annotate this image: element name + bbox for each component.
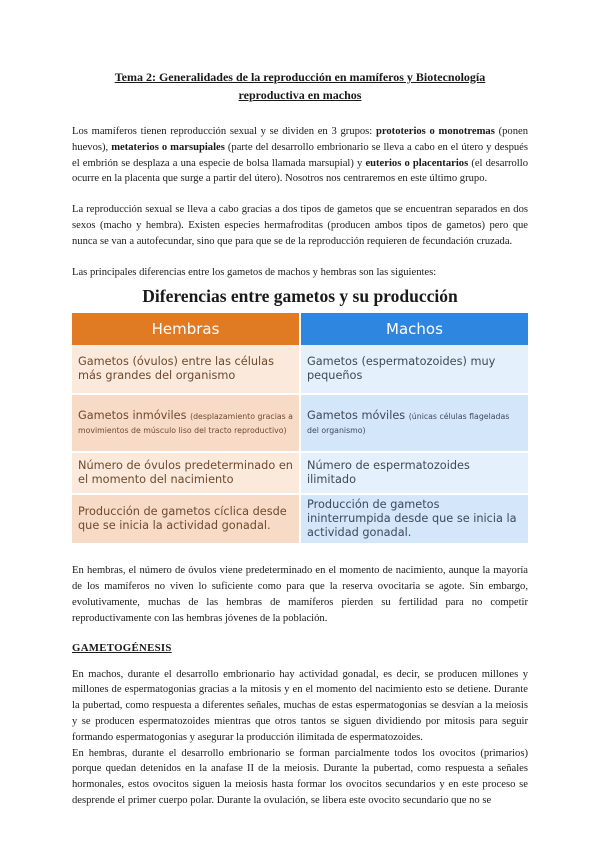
- cell-hembras-number: Número de óvulos predeterminado en el momento del nacimiento: [72, 452, 300, 494]
- cell-hembras-size: Gametos (óvulos) entre las células más grandes del organismo: [72, 345, 300, 394]
- p1-term-prototerios: prototerios o monotremas: [375, 126, 495, 137]
- p1-text-c: (ponen huevos),: [72, 126, 528, 153]
- section-heading-gametogenesis: GAMETOGÉNESIS: [72, 641, 172, 654]
- header-machos: Machos: [300, 313, 528, 345]
- differences-table: [72, 313, 528, 545]
- cell-machos-motility-main: Gametos móviles: [307, 409, 409, 423]
- cell-machos-size: Gametos (espermatozoides) muy pequeños: [300, 345, 528, 394]
- paragraph-sexual-reproduction: La reproducción sexual se lleva a cabo gracias a dos tipos de gametos que se encuentran separados en dos sexos (macho y hembra). Existen especies hermafroditas (producen ambos tipos de gametos) pero que nunca se van a autofecundar, sino que para que se de la reproducción requieren de fecundación cruzada.: [72, 204, 528, 247]
- cell-machos-motility-note: (únicas células flageladas del organismo): [307, 412, 510, 436]
- paragraph-groups: [72, 124, 528, 187]
- table-title: Diferencias entre gametos y su producción: [142, 286, 458, 307]
- cell-hembras-motility-main: Gametos inmóviles: [78, 409, 191, 423]
- paragraph-differences-intro: Las principales diferencias entre los gametos de machos y hembras son las siguientes:: [72, 266, 437, 278]
- cell-machos-production: Producción de gametos ininterrumpida desde que se inicia la actividad gonadal.: [300, 494, 528, 544]
- cell-machos-number: Número de espermatozoides ilimitado: [300, 452, 528, 494]
- title-line-2: reproductiva en machos: [238, 88, 362, 102]
- cell-machos-motility: [300, 394, 528, 452]
- cell-hembras-motility: [72, 394, 300, 452]
- p1-text-g: (el desarrollo ocurre en la placenta que surge a partir del útero). Nosotros nos centraremos en este último grupo.: [72, 157, 528, 185]
- p1-term-metaterios: metaterios o marsupiales: [111, 141, 225, 153]
- cell-hembras-motility-note: (desplazamiento gracias a movimientos de músculo liso del tracto reproductivo): [78, 412, 293, 436]
- header-hembras: Hembras: [72, 313, 300, 345]
- title-line-1: Tema 2: Generalidades de la reproducción en mamíferos y Biotecnología: [114, 70, 486, 84]
- paragraph-female-reserve: En hembras, el número de óvulos viene predeterminado en el momento de nacimiento, aunque la mayoría de los mamíferos no viven lo suficiente como para que la reserva ovocitaria se agote. Sin embargo, evolutivamente, muchas de las hembras de mamíferos pierden su fertilidad para no competir reproductivamente con las hembras jóvenes de la población.: [72, 565, 528, 624]
- p1-text-e: (parte del desarrollo embrionario se lleva a cabo en el útero y después el embrión se desplaza a una especie de bolsa llamada marsupial) y: [72, 141, 528, 169]
- document-page: [72, 68, 528, 809]
- document-title: [72, 68, 528, 104]
- paragraph-females-gametogenesis: En hembras, durante el desarrollo embrionario se forman parcialmente todos los ovocitos (primarios) porque quedan detenidos en la anafase II de la meiosis. Durante la pubertad, como respuesta a señales hormonales, estos ovocitos siguen la meiosis hasta formar los ovocitos secundarios y en este proceso se desprende el primer cuerpo polar. Durante la ovulación, se libera este ovocito secundario que no se: [72, 747, 528, 806]
- paragraph-males-gametogenesis: En machos, durante el desarrollo embrionario hay actividad gonadal, es decir, se producen millones y millones de espermatogonias gracias a la mitosis y en el momento del nacimiento esto se detiene. Durante la pubertad, como respuesta a diferentes señales, muchas de estas espermatogonias se desvían a la meiosis y se producen espermatozoides mientras que otros tantos se siguen dividiendo por mitosis para seguir formando espermatogonias y asegurar la producción ilimitada de espermatozoides.: [72, 668, 528, 743]
- p1-term-euterios: euterios o placentarios: [365, 157, 469, 169]
- cell-hembras-production: Producción de gametos cíclica desde que se inicia la actividad gonadal.: [72, 494, 300, 544]
- p1-text-a: Los mamíferos tienen reproducción sexual y se dividen en 3 grupos:: [72, 126, 376, 137]
